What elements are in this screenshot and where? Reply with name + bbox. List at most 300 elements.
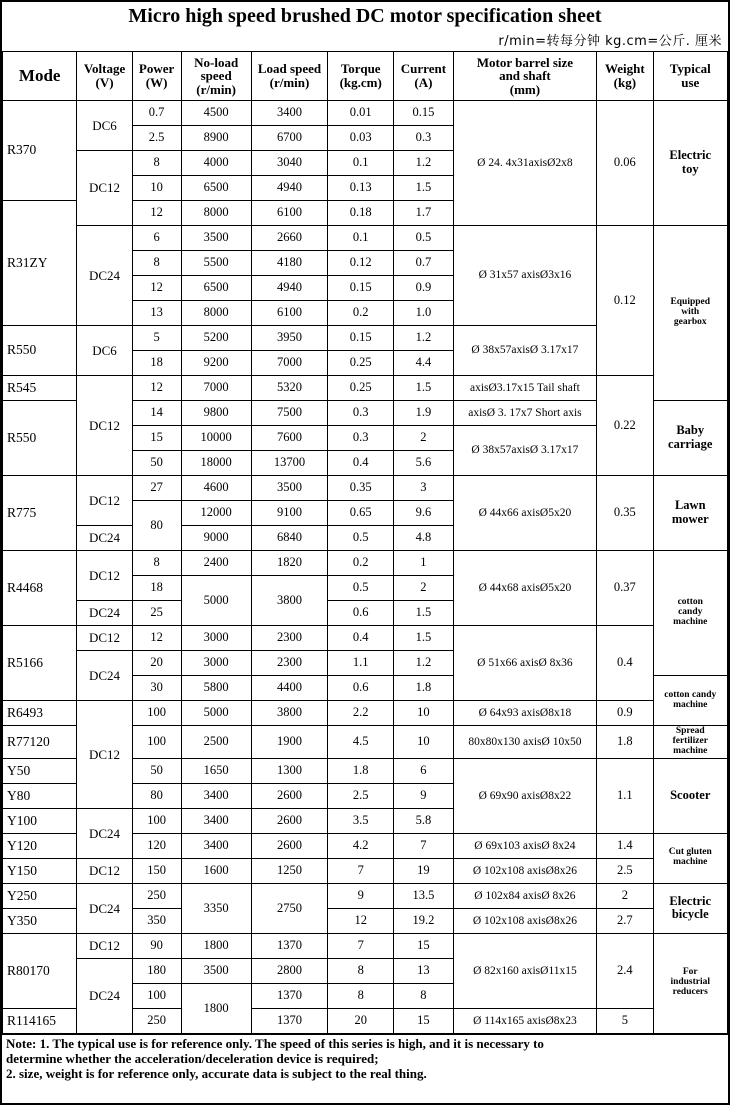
cell-torque: 8 <box>328 983 394 1008</box>
col-header-loadspeed-l2: (r/min) <box>269 75 310 90</box>
cell-weight: 0.35 <box>597 476 653 551</box>
cell-barrel-size: axisØ 3. 17x7 Short axis <box>453 401 597 426</box>
cell-power: 18 <box>132 576 181 601</box>
cell-current: 10 <box>394 726 454 759</box>
cell-power: 15 <box>132 426 181 451</box>
cell-typical-use: Lawn mower <box>653 476 728 551</box>
cell-current: 1.5 <box>394 176 454 201</box>
cell-mode: R4468 <box>3 551 77 626</box>
cell-noload-speed: 1800 <box>181 983 251 1033</box>
cell-current: 5.6 <box>394 451 454 476</box>
cell-power: 10 <box>132 176 181 201</box>
cell-power: 8 <box>132 151 181 176</box>
cell-noload-speed: 9800 <box>181 401 251 426</box>
col-header-torque-l2: (kg.cm) <box>339 75 382 90</box>
col-header-use-l1: Typical <box>669 61 711 77</box>
cell-weight: 2.7 <box>597 908 653 933</box>
cell-current: 9.6 <box>394 501 454 526</box>
cell-noload-speed: 10000 <box>181 426 251 451</box>
cell-barrel-size: Ø 102x108 axisØ8x26 <box>453 858 597 883</box>
cell-torque: 1.1 <box>328 651 394 676</box>
cell-voltage: DC12 <box>77 933 132 958</box>
cell-load-speed: 5320 <box>251 376 328 401</box>
cell-torque: 0.4 <box>328 451 394 476</box>
cell-current: 2 <box>394 426 454 451</box>
cell-voltage: DC12 <box>77 858 132 883</box>
cell-current: 19.2 <box>394 908 454 933</box>
cell-current: 6 <box>394 758 454 783</box>
cell-torque: 8 <box>328 958 394 983</box>
cell-noload-speed: 9000 <box>181 526 251 551</box>
col-header-typical-use <box>653 52 728 101</box>
cell-current: 0.9 <box>394 276 454 301</box>
cell-torque: 0.5 <box>328 576 394 601</box>
cell-typical-use: cotton candy machine <box>653 676 728 726</box>
cell-load-speed: 13700 <box>251 451 328 476</box>
col-header-voltage-l2: (V) <box>95 75 114 90</box>
cell-barrel-size: Ø 31x57 axisØ3x16 <box>453 226 597 326</box>
cell-mode: Y150 <box>3 858 77 883</box>
cell-current: 1.5 <box>394 376 454 401</box>
cell-voltage: DC24 <box>77 651 132 701</box>
cell-barrel-size: Ø 24. 4x31axisØ2x8 <box>453 101 597 226</box>
cell-power: 180 <box>132 958 181 983</box>
cell-load-speed: 2600 <box>251 783 328 808</box>
cell-noload-speed: 2400 <box>181 551 251 576</box>
cell-voltage: DC12 <box>77 626 132 651</box>
table-header-row <box>3 52 728 101</box>
col-header-loadspeed-l1: Load speed <box>257 61 322 77</box>
cell-noload-speed: 5500 <box>181 251 251 276</box>
cell-weight: 2.4 <box>597 933 653 1008</box>
cell-load-speed: 6840 <box>251 526 328 551</box>
cell-current: 0.5 <box>394 226 454 251</box>
cell-noload-speed: 8000 <box>181 301 251 326</box>
col-header-barrel-l1: Motor barrel size <box>476 54 574 70</box>
cell-power: 20 <box>132 651 181 676</box>
cell-typical-use: Baby carriage <box>653 401 728 476</box>
cell-weight: 1.4 <box>597 833 653 858</box>
cell-load-speed: 2800 <box>251 958 328 983</box>
cell-mode: R370 <box>3 101 77 201</box>
cell-power: 150 <box>132 858 181 883</box>
cell-voltage: DC12 <box>77 151 132 226</box>
cell-noload-speed: 1800 <box>181 933 251 958</box>
cell-current: 10 <box>394 701 454 726</box>
cell-current: 1.2 <box>394 651 454 676</box>
cell-mode: R5166 <box>3 626 77 701</box>
cell-current: 8 <box>394 983 454 1008</box>
cell-torque: 12 <box>328 908 394 933</box>
col-header-load-speed <box>251 52 328 101</box>
cell-power: 18 <box>132 351 181 376</box>
cell-voltage: DC24 <box>77 226 132 326</box>
cell-noload-speed: 3000 <box>181 626 251 651</box>
col-header-noload-speed <box>181 52 251 101</box>
cell-power: 12 <box>132 626 181 651</box>
cell-power: 5 <box>132 326 181 351</box>
cell-load-speed: 6700 <box>251 126 328 151</box>
cell-noload-speed: 3500 <box>181 958 251 983</box>
cell-typical-use: cotton candy machine <box>653 551 728 676</box>
cell-load-speed: 6100 <box>251 301 328 326</box>
cell-load-speed: 3800 <box>251 701 328 726</box>
cell-torque: 0.2 <box>328 551 394 576</box>
cell-noload-speed: 3350 <box>181 883 251 933</box>
cell-load-speed: 1250 <box>251 858 328 883</box>
cell-noload-speed: 6500 <box>181 276 251 301</box>
cell-load-speed: 3950 <box>251 326 328 351</box>
cell-barrel-size: Ø 114x165 axisØ8x23 <box>453 1008 597 1033</box>
cell-torque: 0.1 <box>328 226 394 251</box>
table-row <box>3 476 728 501</box>
cell-power: 100 <box>132 983 181 1008</box>
cell-load-speed: 4180 <box>251 251 328 276</box>
cell-voltage: DC12 <box>77 701 132 809</box>
cell-typical-use: Cut gluten machine <box>653 833 728 883</box>
cell-power: 8 <box>132 551 181 576</box>
table-row <box>3 883 728 908</box>
cell-noload-speed: 4500 <box>181 101 251 126</box>
cell-noload-speed: 3400 <box>181 808 251 833</box>
cell-torque: 0.15 <box>328 326 394 351</box>
cell-current: 5.8 <box>394 808 454 833</box>
cell-power: 12 <box>132 201 181 226</box>
cell-load-speed: 2300 <box>251 626 328 651</box>
cell-power: 250 <box>132 1008 181 1033</box>
col-header-weight-l2: (kg) <box>613 75 637 90</box>
note-line-1: Note: 1. The typical use is for reference only. The speed of this series is high, and it is necessary to <box>6 1035 544 1051</box>
cell-barrel-size: 80x80x130 axisØ 10x50 <box>453 726 597 759</box>
cell-power: 14 <box>132 401 181 426</box>
cell-load-speed: 4940 <box>251 276 328 301</box>
cell-torque: 0.25 <box>328 351 394 376</box>
cell-weight: 0.9 <box>597 701 653 726</box>
cell-noload-speed: 6500 <box>181 176 251 201</box>
cell-weight: 2 <box>597 883 653 908</box>
cell-torque: 0.15 <box>328 276 394 301</box>
cell-torque: 0.25 <box>328 376 394 401</box>
cell-power: 30 <box>132 676 181 701</box>
cell-power: 25 <box>132 601 181 626</box>
cell-power: 80 <box>132 783 181 808</box>
cell-mode: R80170 <box>3 933 77 1008</box>
cell-mode: R550 <box>3 401 77 476</box>
cell-barrel-size: Ø 69x103 axisØ 8x24 <box>453 833 597 858</box>
cell-load-speed: 7600 <box>251 426 328 451</box>
cell-current: 13.5 <box>394 883 454 908</box>
cell-current: 0.3 <box>394 126 454 151</box>
cell-load-speed: 3400 <box>251 101 328 126</box>
cell-power: 12 <box>132 276 181 301</box>
cell-noload-speed: 18000 <box>181 451 251 476</box>
cell-typical-use: Electric toy <box>653 101 728 226</box>
cell-typical-use: Scooter <box>653 758 728 833</box>
cell-noload-speed: 2500 <box>181 726 251 759</box>
cell-torque: 7 <box>328 933 394 958</box>
cell-current: 9 <box>394 783 454 808</box>
cell-current: 1.8 <box>394 676 454 701</box>
cell-load-speed: 1370 <box>251 933 328 958</box>
cell-torque: 0.3 <box>328 426 394 451</box>
col-header-torque <box>328 52 394 101</box>
cell-weight: 1.1 <box>597 758 653 833</box>
cell-noload-speed: 8000 <box>181 201 251 226</box>
col-header-noload-l1: No-load <box>194 54 239 70</box>
cell-power: 12 <box>132 376 181 401</box>
cell-mode: Y100 <box>3 808 77 833</box>
cell-mode: Y50 <box>3 758 77 783</box>
cell-mode: R545 <box>3 376 77 401</box>
cell-torque: 0.13 <box>328 176 394 201</box>
cell-noload-speed: 4600 <box>181 476 251 501</box>
cell-torque: 1.8 <box>328 758 394 783</box>
cell-barrel-size: Ø 38x57axisØ 3.17x17 <box>453 426 597 476</box>
cell-typical-use: Spread fertilizer machine <box>653 726 728 759</box>
cell-power: 250 <box>132 883 181 908</box>
cell-torque: 0.4 <box>328 626 394 651</box>
cell-current: 1.2 <box>394 326 454 351</box>
cell-current: 0.15 <box>394 101 454 126</box>
col-header-weight <box>597 52 653 101</box>
cell-torque: 0.12 <box>328 251 394 276</box>
cell-barrel-size: Ø 82x160 axisØ11x15 <box>453 933 597 1008</box>
cell-torque: 0.1 <box>328 151 394 176</box>
cell-noload-speed: 3000 <box>181 651 251 676</box>
cell-current: 1.0 <box>394 301 454 326</box>
cell-torque: 0.2 <box>328 301 394 326</box>
table-row <box>3 226 728 251</box>
cell-current: 3 <box>394 476 454 501</box>
cell-current: 1.5 <box>394 626 454 651</box>
cell-current: 0.7 <box>394 251 454 276</box>
cell-power: 100 <box>132 726 181 759</box>
cell-torque: 4.5 <box>328 726 394 759</box>
cell-noload-speed: 3500 <box>181 226 251 251</box>
cell-mode: R775 <box>3 476 77 551</box>
cell-load-speed: 2660 <box>251 226 328 251</box>
cell-typical-use: Electric bicycle <box>653 883 728 933</box>
cell-torque: 0.18 <box>328 201 394 226</box>
cell-current: 19 <box>394 858 454 883</box>
cell-power: 6 <box>132 226 181 251</box>
cell-weight: 2.5 <box>597 858 653 883</box>
col-header-voltage <box>77 52 132 101</box>
spec-table <box>2 51 728 1034</box>
cell-voltage: DC12 <box>77 551 132 601</box>
cell-mode: Y250 <box>3 883 77 908</box>
cell-torque: 7 <box>328 858 394 883</box>
col-header-noload-l2: speed <box>200 68 232 84</box>
cell-barrel-size: Ø 38x57axisØ 3.17x17 <box>453 326 597 376</box>
cell-current: 1 <box>394 551 454 576</box>
cell-power: 27 <box>132 476 181 501</box>
table-row <box>3 626 728 651</box>
cell-torque: 20 <box>328 1008 394 1033</box>
cell-voltage: DC12 <box>77 476 132 526</box>
cell-noload-speed: 5000 <box>181 701 251 726</box>
cell-load-speed: 1370 <box>251 1008 328 1033</box>
cell-current: 1.5 <box>394 601 454 626</box>
cell-voltage: DC24 <box>77 526 132 551</box>
table-row <box>3 376 728 401</box>
cell-voltage: DC24 <box>77 958 132 1033</box>
cell-load-speed: 6100 <box>251 201 328 226</box>
cell-torque: 0.6 <box>328 601 394 626</box>
cell-torque: 0.03 <box>328 126 394 151</box>
col-header-noload-l3: (r/min) <box>196 81 236 97</box>
cell-torque: 0.3 <box>328 401 394 426</box>
cell-weight: 1.8 <box>597 726 653 759</box>
cell-barrel-size: Ø 64x93 axisØ8x18 <box>453 701 597 726</box>
cell-load-speed: 7500 <box>251 401 328 426</box>
col-header-weight-l1: Weight <box>604 61 645 77</box>
note-line-3: 2. size, weight is for reference only, accurate data is subject to the real thing. <box>6 1065 427 1081</box>
table-row <box>3 858 728 883</box>
cell-power: 80 <box>132 501 181 551</box>
cell-load-speed: 2300 <box>251 651 328 676</box>
col-header-current-l2: (A) <box>414 75 433 90</box>
cell-load-speed: 4940 <box>251 176 328 201</box>
cell-mode: Y120 <box>3 833 77 858</box>
cell-load-speed: 9100 <box>251 501 328 526</box>
col-header-mode: Mode <box>3 52 77 101</box>
cell-torque: 0.6 <box>328 676 394 701</box>
cell-load-speed: 7000 <box>251 351 328 376</box>
cell-noload-speed: 1600 <box>181 858 251 883</box>
cell-voltage: DC24 <box>77 883 132 933</box>
cell-barrel-size: Ø 44x66 axisØ5x20 <box>453 476 597 551</box>
cell-current: 4.4 <box>394 351 454 376</box>
table-row <box>3 101 728 126</box>
cell-mode: R114165 <box>3 1008 77 1033</box>
cell-current: 13 <box>394 958 454 983</box>
cell-noload-speed: 5200 <box>181 326 251 351</box>
cell-voltage: DC24 <box>77 808 132 858</box>
cell-power: 13 <box>132 301 181 326</box>
cell-load-speed: 2750 <box>251 883 328 933</box>
cell-barrel-size: Ø 44x68 axisØ5x20 <box>453 551 597 626</box>
col-header-current <box>394 52 454 101</box>
cell-noload-speed: 4000 <box>181 151 251 176</box>
cell-load-speed: 1370 <box>251 983 328 1008</box>
cell-weight: 0.22 <box>597 376 653 476</box>
cell-power: 120 <box>132 833 181 858</box>
cell-mode: Y350 <box>3 908 77 933</box>
col-header-barrel-size <box>453 52 597 101</box>
cell-power: 90 <box>132 933 181 958</box>
cell-load-speed: 3800 <box>251 576 328 626</box>
cell-torque: 0.5 <box>328 526 394 551</box>
cell-power: 100 <box>132 701 181 726</box>
cell-power: 350 <box>132 908 181 933</box>
cell-torque: 0.01 <box>328 101 394 126</box>
cell-noload-speed: 12000 <box>181 501 251 526</box>
cell-torque: 2.5 <box>328 783 394 808</box>
cell-weight: 0.12 <box>597 226 653 376</box>
cell-power: 50 <box>132 758 181 783</box>
cell-barrel-size: Ø 51x66 axisØ 8x36 <box>453 626 597 701</box>
cell-load-speed: 2600 <box>251 833 328 858</box>
cell-weight: 5 <box>597 1008 653 1033</box>
cell-current: 2 <box>394 576 454 601</box>
cell-voltage: DC12 <box>77 376 132 476</box>
table-row <box>3 701 728 726</box>
col-header-barrel-l2: and shaft <box>499 68 551 84</box>
col-header-power <box>132 52 181 101</box>
cell-mode: R31ZY <box>3 201 77 326</box>
cell-power: 0.7 <box>132 101 181 126</box>
cell-power: 50 <box>132 451 181 476</box>
cell-load-speed: 1300 <box>251 758 328 783</box>
cell-voltage: DC24 <box>77 601 132 626</box>
cell-current: 4.8 <box>394 526 454 551</box>
cell-torque: 3.5 <box>328 808 394 833</box>
cell-weight: 0.4 <box>597 626 653 701</box>
table-row <box>3 933 728 958</box>
cell-weight: 0.06 <box>597 101 653 226</box>
cell-power: 8 <box>132 251 181 276</box>
cell-noload-speed: 3400 <box>181 833 251 858</box>
cell-current: 1.7 <box>394 201 454 226</box>
cell-barrel-size: Ø 102x84 axisØ 8x26 <box>453 883 597 908</box>
cell-torque: 2.2 <box>328 701 394 726</box>
cell-voltage: DC6 <box>77 326 132 376</box>
footer-note <box>2 1034 728 1082</box>
cell-mode: R77120 <box>3 726 77 759</box>
cell-current: 15 <box>394 933 454 958</box>
cell-load-speed: 1820 <box>251 551 328 576</box>
cell-noload-speed: 1650 <box>181 758 251 783</box>
page-title: Micro high speed brushed DC motor specification sheet <box>128 5 602 27</box>
cell-noload-speed: 3400 <box>181 783 251 808</box>
table-row <box>3 551 728 576</box>
cell-load-speed: 2600 <box>251 808 328 833</box>
cell-torque: 0.35 <box>328 476 394 501</box>
col-header-power-l2: (W) <box>145 75 168 90</box>
note-line-2: determine whether the acceleration/deceleration device is required; <box>6 1050 379 1066</box>
cell-mode: R6493 <box>3 701 77 726</box>
table-body <box>3 101 728 1034</box>
col-header-voltage-l1: Voltage <box>83 61 126 77</box>
cell-barrel-size: axisØ3.17x15 Tail shaft <box>453 376 597 401</box>
cell-mode: Y80 <box>3 783 77 808</box>
cell-torque: 0.65 <box>328 501 394 526</box>
cell-current: 1.9 <box>394 401 454 426</box>
cell-typical-use: For industrial reducers <box>653 933 728 1033</box>
cell-load-speed: 1900 <box>251 726 328 759</box>
cell-voltage: DC6 <box>77 101 132 151</box>
col-header-barrel-l3: (mm) <box>509 81 541 97</box>
cell-load-speed: 3040 <box>251 151 328 176</box>
cell-torque: 4.2 <box>328 833 394 858</box>
cell-noload-speed: 9200 <box>181 351 251 376</box>
col-header-power-l1: Power <box>138 61 175 77</box>
cell-noload-speed: 8900 <box>181 126 251 151</box>
cell-noload-speed: 7000 <box>181 376 251 401</box>
col-header-use-l2: use <box>681 75 700 90</box>
cell-current: 7 <box>394 833 454 858</box>
col-header-torque-l1: Torque <box>340 61 381 77</box>
cell-weight: 0.37 <box>597 551 653 626</box>
col-header-current-l1: Current <box>400 61 447 77</box>
cell-barrel-size: Ø 102x108 axisØ8x26 <box>453 908 597 933</box>
cell-barrel-size: Ø 69x90 axisØ8x22 <box>453 758 597 833</box>
units-note: r/min=转每分钟 kg.cm=公斤. 厘米 <box>498 34 722 49</box>
cell-torque: 9 <box>328 883 394 908</box>
cell-power: 100 <box>132 808 181 833</box>
cell-typical-use: Equipped with gearbox <box>653 226 728 401</box>
